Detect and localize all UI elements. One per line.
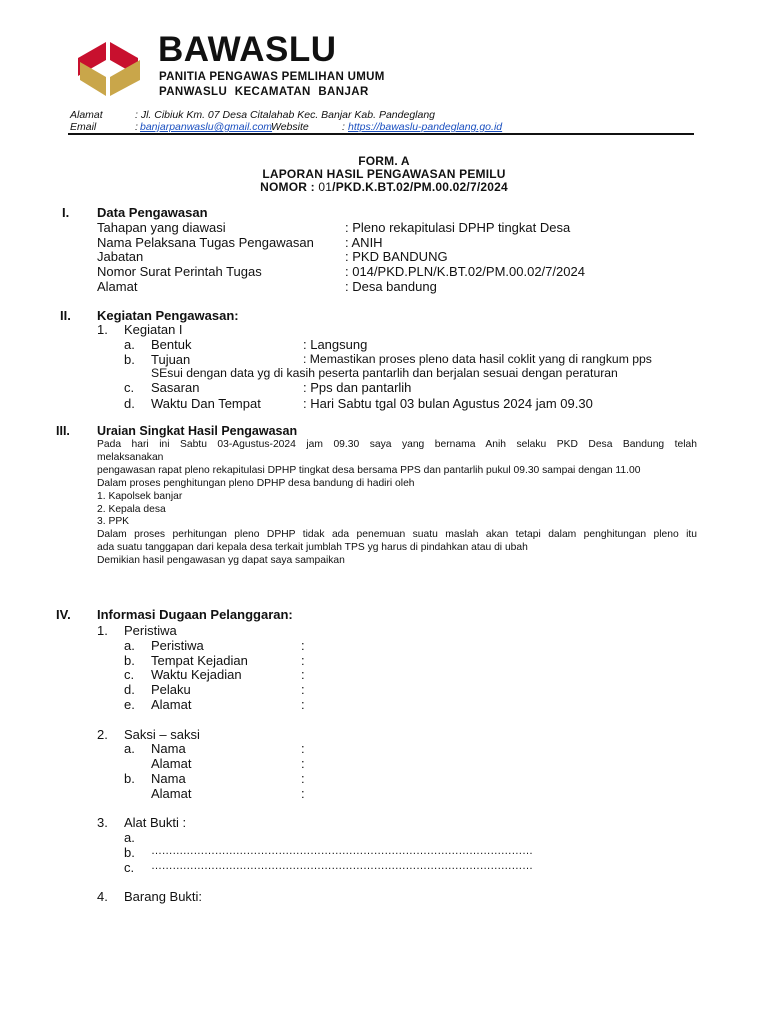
row-letter: a.	[124, 337, 135, 352]
item-number: 1.	[97, 322, 108, 337]
row-colon: :	[301, 697, 305, 712]
item-label: Alat Bukti :	[124, 815, 187, 830]
row-label: Alamat	[151, 786, 192, 801]
row-label: Peristiwa	[151, 638, 204, 653]
item-label: Barang Bukti:	[124, 889, 203, 904]
row-letter: d.	[124, 682, 135, 697]
website-label: Website	[271, 121, 309, 133]
section-3-number: III.	[56, 424, 70, 438]
narrative-line: Dalam proses penghitungan pleno DPHP desa bandung di hadiri oleh	[97, 478, 415, 489]
field-value: : 014/PKD.PLN/K.BT.02/PM.00.02/7/2024	[345, 264, 585, 279]
row-value: : Memastikan proses pleno data hasil coklit yang di rangkum pps	[303, 352, 652, 366]
header-subtitle-2: PANWASLU KECAMATAN BANJAR	[159, 86, 369, 98]
field-value: : ANIH	[345, 235, 383, 250]
section-4-number: IV.	[56, 607, 71, 622]
row-letter: c.	[124, 860, 135, 875]
row-colon: :	[301, 756, 305, 771]
item-number: 2.	[97, 727, 108, 742]
list-item: 1. Kapolsek banjar	[97, 491, 183, 502]
item-label: Saksi – saksi	[124, 727, 200, 742]
row-colon: :	[301, 682, 305, 697]
section-1-title: Data Pengawasan	[97, 205, 208, 220]
item-number: 4.	[97, 889, 108, 904]
row-colon: :	[301, 771, 305, 786]
item-number: 3.	[97, 815, 108, 830]
form-title: FORM. A	[358, 154, 410, 168]
field-value: : Pleno rekapitulasi DPHP tingkat Desa	[345, 220, 571, 235]
narrative-line: Pada hari ini Sabtu 03-Agustus-2024 jam 09.30 saya yang bernama Anih selaku PKD Desa Bandung telah	[97, 439, 697, 450]
narrative-line: Dalam proses perhitungan pleno DPHP tidak ada penemuan suatu maslah akan tetapi dalam penghitungan pleno itu	[97, 529, 697, 540]
bawaslu-logo	[76, 40, 146, 98]
email-sep: :	[135, 121, 138, 133]
row-value: : Hari Sabtu tgal 03 bulan Agustus 2024 jam 09.30	[303, 396, 593, 411]
row-label: Sasaran	[151, 380, 200, 395]
field-value: : PKD BANDUNG	[345, 249, 448, 264]
row-letter: c.	[124, 380, 135, 395]
row-label: Waktu Dan Tempat	[151, 396, 261, 411]
row-colon: :	[301, 667, 305, 682]
email-link[interactable]: banjarpanwaslu@gmail.com	[140, 121, 273, 133]
brand-name: BAWASLU	[158, 30, 337, 69]
row-label: Pelaku	[151, 682, 191, 697]
row-value: : Langsung	[303, 337, 368, 352]
row-letter: b.	[124, 771, 135, 786]
dotted-fill-line: ………………………………………………………………………………………………	[151, 860, 533, 872]
narrative-line: ada suatu tanggapan dari kepala desa terkait jumblah TPS yg harus di pindahkan atau di ubah	[97, 542, 528, 553]
field-label: Tahapan yang diawasi	[97, 220, 226, 235]
item-label: Kegiatan I	[124, 322, 183, 337]
field-label: Alamat	[97, 279, 138, 294]
section-2-title: Kegiatan Pengawasan:	[97, 308, 239, 323]
row-label: Tempat Kejadian	[151, 653, 248, 668]
row-letter: b.	[124, 845, 135, 860]
form-number: NOMOR : 01/PKD.K.BT.02/PM.00.02/7/2024	[260, 180, 508, 194]
address-label: Alamat	[70, 109, 103, 121]
row-letter: b.	[124, 653, 135, 668]
row-letter: a.	[124, 830, 135, 845]
row-letter: a.	[124, 638, 135, 653]
row-label: Waktu Kejadian	[151, 667, 242, 682]
narrative-line: pengawasan rapat pleno rekapitulasi DPHP tingkat desa bersama PPS dan pantarlih pukul 09.30 sampai dengan 11.00	[97, 465, 641, 476]
website-link[interactable]: https://bawaslu-pandeglang.go.id	[348, 121, 503, 133]
header-divider	[68, 133, 694, 135]
field-label: Jabatan	[97, 249, 144, 264]
row-label: Alamat	[151, 756, 192, 771]
row-letter: d.	[124, 396, 135, 411]
section-4-title: Informasi Dugaan Pelanggaran:	[97, 607, 293, 622]
row-letter: c.	[124, 667, 135, 682]
address-value: : Jl. Cibiuk Km. 07 Desa Citalahab Kec. Banjar Kab. Pandeglang	[135, 109, 436, 121]
email-label: Email	[70, 121, 97, 133]
narrative-line: Demikian hasil pengawasan yg dapat saya sampaikan	[97, 555, 345, 566]
row-label: Bentuk	[151, 337, 192, 352]
item-number: 1.	[97, 623, 108, 638]
form-subtitle: LAPORAN HASIL PENGAWASAN PEMILU	[262, 167, 506, 181]
row-label: Nama	[151, 771, 186, 786]
row-colon: :	[301, 638, 305, 653]
field-value: : Desa bandung	[345, 279, 437, 294]
item-label: Peristiwa	[124, 623, 177, 638]
dotted-fill-line: ………………………………………………………………………………………………	[151, 845, 533, 857]
narrative-line: melaksanakan	[97, 452, 164, 463]
row-value: : Pps dan pantarlih	[303, 380, 412, 395]
list-item: 3. PPK	[97, 516, 130, 527]
row-letter: e.	[124, 697, 135, 712]
row-label: Nama	[151, 741, 186, 756]
row-colon: :	[301, 741, 305, 756]
header-subtitle-1: PANITIA PENGAWAS PEMLIHAN UMUM	[159, 71, 385, 83]
field-label: Nama Pelaksana Tugas Pengawasan	[97, 235, 314, 250]
row-label: Tujuan	[151, 352, 191, 367]
section-2-number: II.	[60, 308, 71, 323]
section-3-title: Uraian Singkat Hasil Pengawasan	[97, 424, 298, 438]
row-label: Alamat	[151, 697, 192, 712]
field-label: Nomor Surat Perintah Tugas	[97, 264, 262, 279]
row-colon: :	[301, 786, 305, 801]
row-letter: a.	[124, 741, 135, 756]
row-value-continued: SEsui dengan data yg di kasih peserta pantarlih dan berjalan sesuai dengan peraturan	[151, 366, 618, 380]
list-item: 2. Kepala desa	[97, 504, 166, 515]
website-sep: :	[342, 121, 345, 133]
row-letter: b.	[124, 352, 135, 367]
section-1-number: I.	[62, 205, 70, 220]
row-colon: :	[301, 653, 305, 668]
